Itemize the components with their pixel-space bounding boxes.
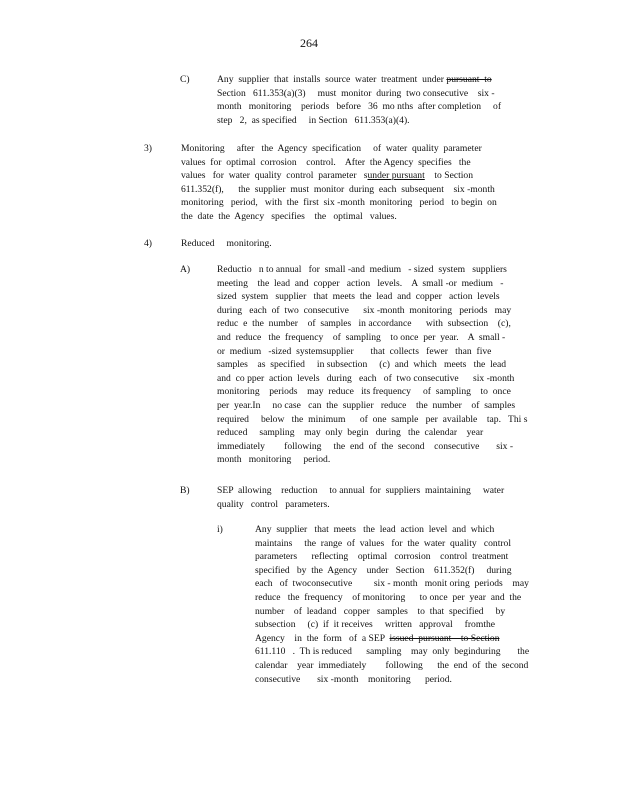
text-run: consecutive six -month monitoring period. (255, 673, 452, 685)
text-run: subsection (c) if it receives written approval fromthe (255, 619, 496, 631)
text-run: per year.In no case can the supplier reduce the number of samples (217, 399, 516, 411)
text-line (217, 87, 501, 101)
text-run: or medium -sized systemsupplier that collects fewer than five (217, 345, 492, 357)
text-line (217, 304, 527, 318)
text-line (217, 385, 527, 399)
item-a-paragraph (217, 263, 527, 467)
text-line (217, 317, 527, 331)
text-line (217, 73, 501, 87)
item-3-label: 3) (144, 143, 152, 154)
text-line (181, 237, 272, 251)
text-line (181, 169, 497, 183)
text-line (181, 210, 497, 224)
item-3-paragraph (181, 142, 497, 224)
text-line (217, 372, 527, 386)
text-line (255, 645, 529, 659)
text-line (255, 550, 529, 564)
text-run: quality control parameters. (217, 498, 330, 510)
text-run: 611.352(f), the supplier must monitor during each subsequent six -month (181, 183, 495, 195)
text-run: monitoring period, with the first six -month monitoring period to begin on (181, 197, 497, 209)
text-line (255, 577, 529, 591)
text-line (217, 413, 527, 427)
struck-text: issued pursuant to Section (389, 632, 500, 644)
text-line (217, 453, 527, 467)
underlined-text: under pursuant (367, 170, 425, 182)
text-line (217, 345, 527, 359)
text-run: required below the minimum of one sample per available tap. Thi s (217, 413, 528, 425)
text-run: sized system supplier that meets the lead and copper action levels (217, 291, 500, 303)
text-line (255, 564, 529, 578)
text-run: the date the Agency specifies the optimal values. (181, 210, 397, 222)
text-run: Section 611.353(a)(3) must monitor during two consecutive six - (217, 87, 495, 99)
text-run: reduc e the number of samples in accordance with subsection (c), (217, 318, 511, 330)
text-run: parameters reflecting optimal corrosion control treatment (255, 551, 509, 563)
text-line (181, 196, 497, 210)
text-run: immediately following the end of the second consecutive six - (217, 440, 514, 452)
text-run: Reductio n to annual for small -and medium - sized system suppliers (217, 264, 507, 275)
text-line (181, 183, 497, 197)
text-line (217, 263, 527, 277)
item-c-label: C) (180, 74, 190, 85)
text-run: calendar year immediately following the end of the second (255, 659, 529, 671)
text-line (217, 331, 527, 345)
text-line (255, 523, 529, 537)
struck-text: pursuant to (446, 74, 492, 85)
text-run: each of twoconsecutive six - month monit oring periods may (255, 578, 529, 590)
text-run: values for water quality control parameter s (181, 170, 368, 182)
text-run: Agency in the form of a SEP (255, 632, 390, 644)
text-run: and co pper action levels during each of two consecutive six -month (217, 372, 515, 384)
text-line (217, 290, 527, 304)
item-i-label: i) (217, 524, 223, 535)
text-run: step 2, as specified in Section 611.353(a)(4). (217, 114, 410, 126)
text-line (217, 399, 527, 413)
item-a-label: A) (180, 264, 191, 275)
item-4-heading (181, 237, 272, 251)
text-line (217, 358, 527, 372)
text-line (181, 156, 497, 170)
text-line (217, 426, 527, 440)
text-run: month monitoring period. (217, 454, 331, 466)
text-run: Any supplier that installs source water treatment under (217, 74, 447, 85)
text-run: reduce the frequency of monitoring to once per year and the (255, 591, 522, 603)
text-run: monitoring periods may reduce its frequency of sampling to once (217, 386, 511, 398)
text-line (217, 100, 501, 114)
text-line (217, 498, 504, 512)
text-run: and reduce the frequency of sampling to once per year. A small - (217, 331, 506, 343)
text-line (255, 659, 529, 673)
item-c-paragraph (217, 73, 501, 127)
text-run: month monitoring periods before 36 mo nths after completion of (217, 101, 502, 113)
text-run: specified by the Agency under Section 611.352(f) during (255, 564, 512, 576)
text-run: values for optimal corrosion control. After the Agency specifies the (181, 156, 471, 168)
text-line (217, 114, 501, 128)
text-run: 611.110 . Th is reduced sampling may only beginduring the (255, 646, 530, 658)
text-line (217, 484, 504, 498)
text-line (255, 632, 529, 646)
item-i-paragraph (255, 523, 529, 686)
text-line (255, 605, 529, 619)
text-line (255, 537, 529, 551)
item-4-label: 4) (144, 238, 152, 249)
text-run: Monitoring after the Agency specification of water quality parameter (181, 143, 482, 154)
text-line (217, 277, 527, 291)
text-run: SEP allowing reduction to annual for suppliers maintaining water (217, 485, 505, 496)
text-run: Any supplier that meets the lead action level and which (255, 524, 495, 535)
text-line (255, 591, 529, 605)
text-run: during each of two consecutive six -month monitoring periods may (217, 304, 512, 316)
text-run: reduced sampling may only begin during the calendar year (217, 427, 484, 439)
text-run: to Section (424, 170, 474, 182)
text-line (255, 673, 529, 687)
text-run: meeting the lead and copper action levels. A small -or medium - (217, 277, 504, 289)
item-b-paragraph (217, 484, 504, 511)
text-run: samples as specified in subsection (c) and which meets the lead (217, 359, 507, 371)
page-number: 264 (300, 36, 318, 50)
text-line (255, 618, 529, 632)
text-run: number of leadand copper samples to that specified by (255, 605, 506, 617)
text-run: Reduced monitoring. (181, 238, 272, 249)
text-line (217, 440, 527, 454)
text-run: maintains the range of values for the water quality control (255, 537, 512, 549)
text-line (181, 142, 497, 156)
item-b-label: B) (180, 485, 190, 496)
